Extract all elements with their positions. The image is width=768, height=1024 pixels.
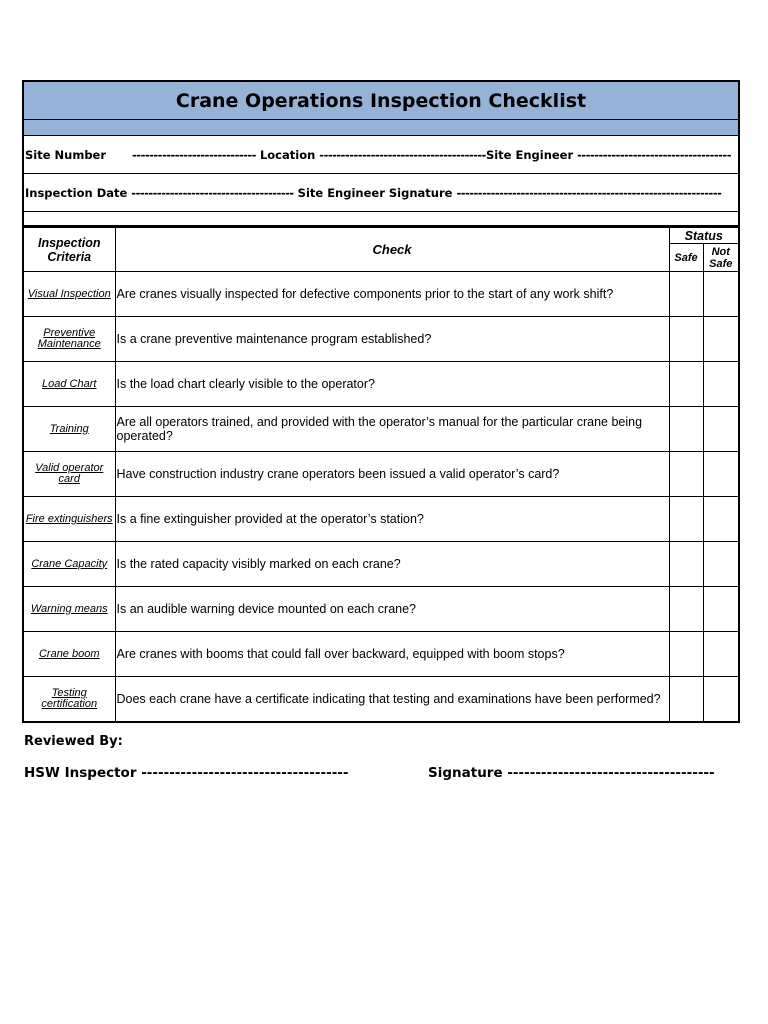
safe-header: Safe bbox=[669, 244, 703, 272]
spacer-row bbox=[24, 212, 738, 227]
table-row bbox=[24, 272, 738, 317]
check-cell: Does each crane have a certificate indicating that testing and examinations have been performed? bbox=[115, 677, 669, 722]
not-safe-cell[interactable] bbox=[703, 497, 738, 542]
table-row bbox=[24, 407, 738, 452]
not-safe-cell[interactable] bbox=[703, 407, 738, 452]
table-row bbox=[24, 632, 738, 677]
check-cell: Are cranes visually inspected for defective components prior to the start of any work shift? bbox=[115, 272, 669, 317]
table-row bbox=[24, 452, 738, 497]
not-safe-header: Not Safe bbox=[703, 244, 738, 272]
site-engineer-signature-label: Site Engineer Signature bbox=[297, 185, 453, 200]
check-cell: Is a crane preventive maintenance program established? bbox=[115, 317, 669, 362]
safe-cell[interactable] bbox=[669, 452, 703, 497]
site-engineer-label: Site Engineer bbox=[485, 147, 574, 162]
safe-cell[interactable] bbox=[669, 362, 703, 407]
location-label: Location bbox=[259, 147, 316, 162]
criteria-cell: Crane Capacity bbox=[24, 542, 115, 587]
inspection-table bbox=[24, 227, 738, 721]
not-safe-cell[interactable] bbox=[703, 542, 738, 587]
site-number-field[interactable]: ----------------------------- bbox=[132, 147, 256, 162]
safe-cell[interactable] bbox=[669, 542, 703, 587]
hsw-inspector-line: HSW Inspector ------------------------------------- bbox=[24, 765, 349, 781]
not-safe-cell[interactable] bbox=[703, 632, 738, 677]
criteria-cell: Training bbox=[24, 407, 115, 452]
criteria-cell: Testing certification bbox=[24, 677, 115, 722]
reviewed-by-label: Reviewed By: bbox=[24, 734, 123, 749]
criteria-cell: Preventive Maintenance bbox=[24, 317, 115, 362]
inspection-info-row bbox=[24, 174, 738, 212]
criteria-cell: Load Chart bbox=[24, 362, 115, 407]
page-title: Crane Operations Inspection Checklist bbox=[24, 82, 738, 120]
inspection-date-label: Inspection Date bbox=[25, 185, 128, 200]
check-cell: Are all operators trained, and provided with the operator’s manual for the particular crane being operated? bbox=[115, 407, 669, 452]
safe-cell[interactable] bbox=[669, 632, 703, 677]
safe-cell[interactable] bbox=[669, 677, 703, 722]
criteria-cell: Visual Inspection bbox=[24, 272, 115, 317]
inspection-date-field[interactable]: -------------------------------------- bbox=[131, 185, 294, 200]
safe-cell[interactable] bbox=[669, 587, 703, 632]
safe-cell[interactable] bbox=[669, 272, 703, 317]
site-number-label: Site Number bbox=[25, 147, 107, 162]
check-cell: Are cranes with booms that could fall over backward, equipped with boom stops? bbox=[115, 632, 669, 677]
check-cell: Is a fine extinguisher provided at the operator’s station? bbox=[115, 497, 669, 542]
site-info-row bbox=[24, 136, 738, 174]
table-row bbox=[24, 542, 738, 587]
safe-cell[interactable] bbox=[669, 497, 703, 542]
criteria-cell: Valid operator card bbox=[24, 452, 115, 497]
check-cell: Have construction industry crane operators been issued a valid operator’s card? bbox=[115, 452, 669, 497]
not-safe-cell[interactable] bbox=[703, 677, 738, 722]
safe-cell[interactable] bbox=[669, 407, 703, 452]
check-cell: Is an audible warning device mounted on each crane? bbox=[115, 587, 669, 632]
site-engineer-field[interactable]: ------------------------------------ bbox=[577, 147, 731, 162]
not-safe-cell[interactable] bbox=[703, 317, 738, 362]
not-safe-cell[interactable] bbox=[703, 587, 738, 632]
not-safe-cell[interactable] bbox=[703, 272, 738, 317]
not-safe-cell[interactable] bbox=[703, 362, 738, 407]
table-header-row bbox=[24, 228, 738, 244]
checklist-sheet bbox=[22, 80, 740, 723]
table-row bbox=[24, 497, 738, 542]
check-cell: Is the load chart clearly visible to the operator? bbox=[115, 362, 669, 407]
safe-cell[interactable] bbox=[669, 317, 703, 362]
title-strip bbox=[24, 120, 738, 136]
table-row bbox=[24, 677, 738, 722]
criteria-cell: Fire extinguishers bbox=[24, 497, 115, 542]
check-header: Check bbox=[115, 228, 669, 272]
table-row bbox=[24, 587, 738, 632]
table-row bbox=[24, 317, 738, 362]
not-safe-cell[interactable] bbox=[703, 452, 738, 497]
check-cell: Is the rated capacity visibly marked on each crane? bbox=[115, 542, 669, 587]
signature-line: Signature ------------------------------------- bbox=[428, 765, 715, 781]
criteria-header: Inspection Criteria bbox=[24, 228, 115, 272]
location-field[interactable]: --------------------------------------- bbox=[319, 147, 486, 162]
site-engineer-signature-field[interactable]: -------------------------------------------------------------- bbox=[456, 185, 722, 200]
criteria-cell: Crane boom bbox=[24, 632, 115, 677]
status-header: Status bbox=[669, 228, 738, 244]
criteria-cell: Warning means bbox=[24, 587, 115, 632]
table-row bbox=[24, 362, 738, 407]
